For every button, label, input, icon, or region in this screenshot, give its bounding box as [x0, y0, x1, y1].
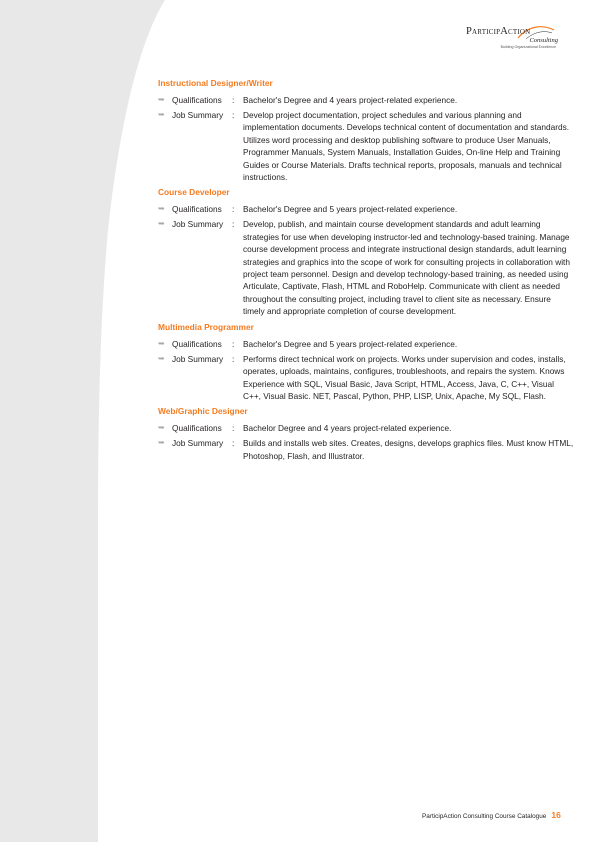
logo-subtitle: Consulting	[529, 37, 558, 44]
section-title: Course Developer	[158, 187, 230, 198]
logo-wordmark: ParticipAction	[466, 26, 531, 37]
arrow-bullet-icon: ➥	[158, 204, 165, 214]
row-value: Bachelor Degree and 4 years project-related experience.	[243, 423, 452, 434]
arrow-bullet-icon: ➥	[158, 353, 165, 363]
page-footer	[422, 810, 561, 820]
row-label: Qualifications	[172, 204, 222, 215]
row-label: Job Summary	[172, 219, 224, 230]
row-label: Qualifications	[172, 423, 222, 434]
colon-separator: :	[232, 338, 235, 349]
colon-separator: :	[232, 438, 235, 449]
row-value: Bachelor's Degree and 5 years project-related experience.	[243, 338, 458, 349]
colon-separator: :	[232, 353, 235, 364]
qualifications-row	[158, 203, 574, 215]
section-title: Instructional Designer/Writer	[158, 78, 273, 88]
arrow-bullet-icon: ➥	[158, 219, 165, 229]
arrow-bullet-icon: ➥	[158, 423, 165, 433]
row-label: Job Summary	[172, 353, 224, 364]
colon-separator: :	[232, 204, 235, 215]
catalogue-title: ParticipAction Consulting Course Catalogue	[422, 813, 547, 820]
qualifications-row	[158, 338, 574, 350]
section-title: Web/Graphic Designer	[158, 406, 248, 417]
arrow-bullet-icon: ➥	[158, 338, 165, 348]
row-label: Qualifications	[172, 338, 222, 349]
arrow-bullet-icon: ➥	[158, 110, 165, 119]
qualifications-row	[158, 422, 574, 434]
arrow-bullet-icon: ➥	[158, 438, 165, 448]
row-label: Job Summary	[172, 438, 224, 449]
colon-separator: :	[232, 423, 235, 434]
page-number: 16	[551, 810, 561, 820]
job-summary-row	[158, 218, 574, 317]
colon-separator: :	[232, 110, 235, 120]
job-descriptions	[158, 77, 574, 465]
row-value: Builds and installs web sites. Creates, designs, develops graphics files. Must know HTML, Photoshop, Flash, and Illustrator.	[243, 438, 574, 461]
qualifications-row	[158, 94, 574, 106]
job-summary-row	[158, 437, 574, 462]
logo-tagline: Building Organizational Excellence	[500, 45, 556, 49]
row-value: Bachelor's Degree and 5 years project-related experience.	[243, 204, 458, 215]
job-summary-row	[158, 109, 574, 183]
row-value: Develop project documentation, project schedules and various planning and implementation documents. Develops technical content of documentation and standards. Utilizes word processing and desktop publishing software to produce User Manuals, Programmer Manuals, System Manuals, Installation Guides, On-line Help and Training Guides or Course Materials. Drafts technical reports, proposals, manuals and technical instructions.	[243, 110, 570, 183]
colon-separator: :	[232, 95, 235, 105]
section-multimedia-programmer	[158, 321, 574, 403]
section-course-developer	[158, 186, 574, 317]
row-value: Bachelor's Degree and 4 years project-related experience.	[243, 95, 458, 105]
section-title: Multimedia Programmer	[158, 321, 254, 332]
row-label: Job Summary	[172, 110, 224, 120]
job-summary-row	[158, 353, 574, 403]
section-instructional-designer	[158, 77, 574, 183]
arrow-bullet-icon: ➥	[158, 95, 165, 104]
row-value: Develop, publish, and maintain course development standards and adult learning strategies for use when developing instructor-led and technology-based training. Manage course development process and integrate instructional design standards, adult learning strategies and graphics into the scope of work for consulting projects in collaboration with project team personnel. Design and develop technology-based training, as needed using Articulate, Captivate, Flash, HTML and RoboHelp. Communicate with client as needed throughout the consulting project, including travel to client site as necessary. Ensure timely and appropriate completion of course development.	[243, 219, 570, 317]
row-value: Performs direct technical work on projects. Works under supervision and codes, installs, operates, uploads, maintains, configures, troubleshoots, and repairs the system. Knows Experience with SQL, Visual Basic, Java Script, HTML, Access, Java, C, C++, Visual C++, Visual Basic. NET, Pascal, Python, PHP, LISP, Unix, Apache, My SQL, Flash.	[243, 353, 566, 401]
participaction-logo	[466, 26, 558, 54]
section-web-graphic-designer	[158, 405, 574, 462]
colon-separator: :	[232, 219, 235, 230]
row-label: Qualifications	[172, 95, 222, 105]
